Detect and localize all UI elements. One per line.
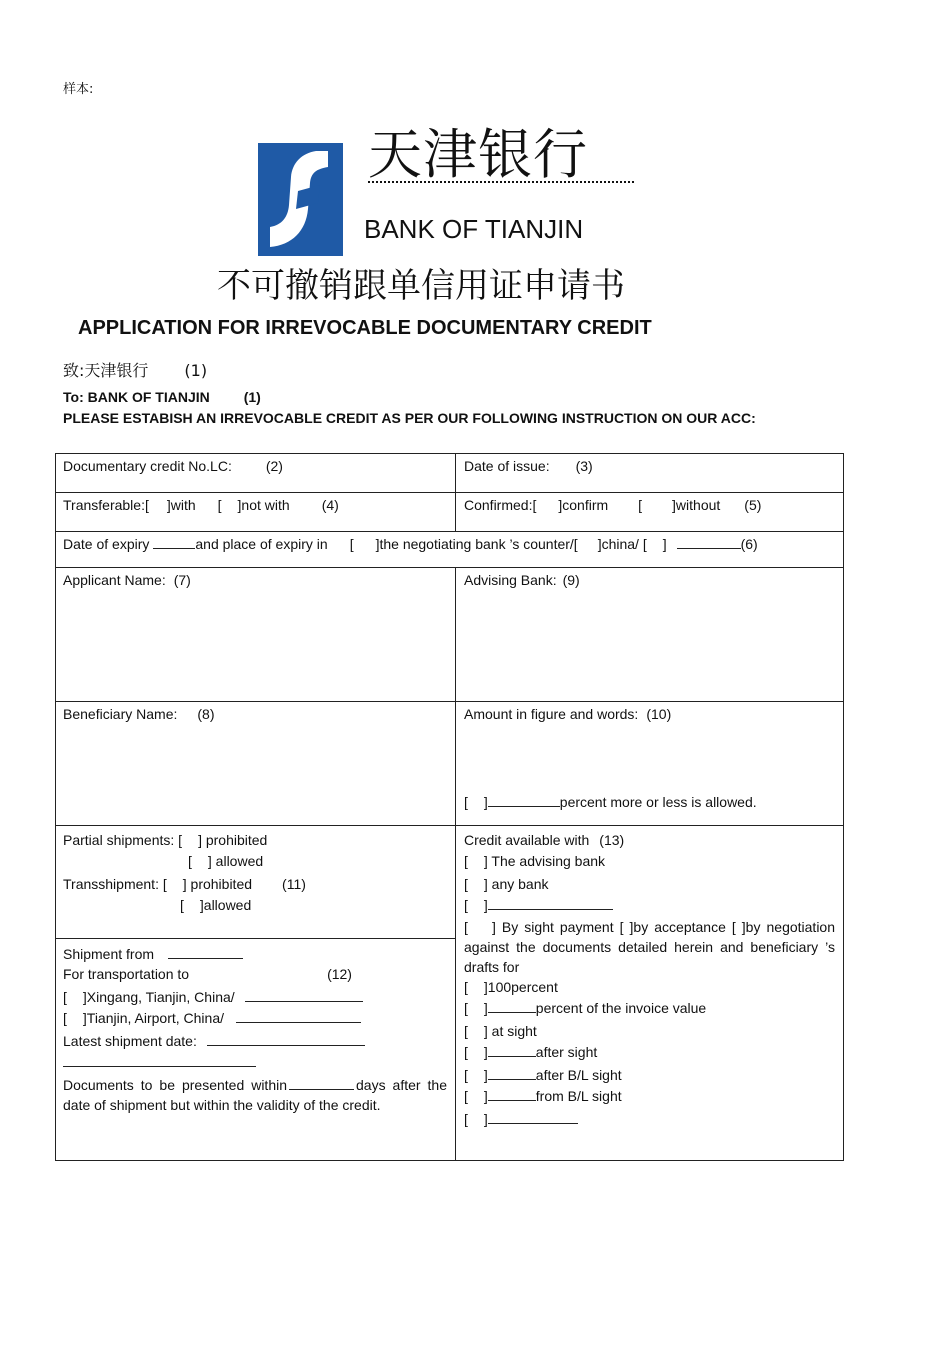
tolerance-line — [464, 792, 757, 812]
transship-num: (11) — [282, 876, 306, 892]
row-divider — [56, 567, 843, 568]
latest-shipment-blank-2[interactable] — [63, 1054, 256, 1067]
draft-percent-option[interactable]: [ ] percent of the invoice value — [464, 1000, 707, 1016]
at-sight-option[interactable]: [ ] at sight — [464, 1023, 537, 1039]
confirmed-num: (5) — [744, 497, 762, 513]
confirmed-without-option[interactable]: ]without — [672, 497, 721, 513]
latest-shipment-label: Latest shipment date: — [63, 1033, 197, 1049]
documents-presented-text — [63, 1075, 447, 1115]
advising-bank-label: Advising Bank: — [464, 572, 557, 588]
transport-to-label: For transportation to — [63, 966, 190, 982]
from-bl-blank[interactable] — [488, 1088, 536, 1101]
partial-shipments-field — [63, 830, 267, 850]
bank-name-underline — [368, 181, 634, 183]
title-en: APPLICATION FOR IRREVOCABLE DOCUMENTARY CREDIT — [78, 317, 652, 339]
expiry-date-blank[interactable] — [153, 536, 195, 549]
transship-allowed-line — [180, 895, 251, 915]
latest-shipment-field — [63, 1031, 365, 1051]
addressee-en-label: To: BANK OF TIANJIN — [63, 389, 210, 405]
credit-any-bank-option[interactable]: [ ] any bank — [464, 876, 549, 892]
latest-shipment-blank[interactable] — [207, 1033, 365, 1046]
transship-prohibited-option[interactable]: ] prohibited — [182, 876, 253, 892]
expiry-other-option[interactable]: ] — [662, 536, 667, 552]
date-issue-label: Date of issue: — [464, 458, 550, 474]
amount-label: Amount in figure and words: — [464, 706, 639, 722]
beneficiary-field[interactable] — [63, 704, 215, 724]
expiry-field — [63, 534, 758, 554]
addressee-en — [63, 389, 261, 405]
after-bl-blank[interactable] — [488, 1067, 536, 1080]
instruction-text: PLEASE ESTABISH AN IRREVOCABLE CREDIT AS PER OUR FOLLOWING INSTRUCTION ON OUR ACC: — [63, 410, 756, 426]
addressee-cn-num: (1) — [184, 361, 208, 380]
payment-method-text[interactable]: [ ] By sight payment [ ]by acceptance [ ]by negotiation against the documents detailed herein and beneficiary ’s drafts for — [464, 919, 836, 975]
row-divider — [56, 492, 843, 493]
transshipment-field — [63, 874, 306, 894]
transship-allowed-bracket: [ — [180, 897, 184, 913]
applicant-label: Applicant Name: — [63, 572, 166, 588]
addressee-cn-label: 致:天津银行 — [63, 361, 149, 380]
tolerance-blank[interactable] — [488, 794, 560, 807]
transferable-not-with-option[interactable]: ]not with — [237, 497, 290, 513]
partial-allowed-line — [188, 851, 263, 871]
xingang-option[interactable]: ]Xingang, Tianjin, China/ — [82, 989, 235, 1005]
application-form — [55, 453, 844, 1161]
beneficiary-num: (8) — [197, 706, 215, 722]
tolerance-checkbox[interactable]: [ — [464, 794, 468, 810]
col-divider — [455, 567, 456, 1161]
amount-num: (10) — [646, 706, 672, 722]
airport-option[interactable]: ]Tianjin, Airport, China/ — [82, 1010, 224, 1026]
draft-percent-blank[interactable] — [488, 1000, 536, 1013]
bank-logo-icon — [258, 143, 343, 256]
expiry-place-label: and place of expiry in — [195, 536, 328, 552]
xingang-line — [63, 987, 363, 1007]
advising-bank-num: (9) — [562, 572, 580, 588]
transship-allowed-option[interactable]: ]allowed — [199, 897, 252, 913]
shipment-num: (12) — [327, 966, 352, 982]
row-divider — [56, 701, 843, 702]
credit-available-label: Credit available with — [464, 832, 590, 848]
partial-prohibited-option[interactable]: ] prohibited — [198, 832, 268, 848]
confirmed-confirm-option[interactable]: ]confirm — [558, 497, 609, 513]
credit-other-blank[interactable] — [488, 897, 613, 910]
expiry-date-label: Date of expiry — [63, 536, 150, 552]
confirmed-label: Confirmed:[ — [464, 497, 537, 513]
after-bl-option[interactable]: [ ] after B/L sight — [464, 1067, 622, 1083]
expiry-num: (6) — [740, 536, 758, 552]
transferable-label: Transferable:[ — [63, 497, 149, 513]
transferable-field — [63, 495, 339, 515]
draft-other-option[interactable]: [ ] — [464, 1109, 578, 1129]
credit-available-field — [464, 830, 624, 850]
bank-name-en: BANK OF TIANJIN — [364, 214, 584, 244]
applicant-num: (7) — [173, 572, 191, 588]
after-sight-option[interactable]: [ ] after sight — [464, 1044, 598, 1060]
airport-blank[interactable] — [236, 1010, 361, 1023]
amount-field[interactable] — [464, 704, 671, 724]
confirmed-bracket: [ — [638, 497, 643, 513]
row-divider — [56, 938, 455, 939]
tolerance-text: percent more or less is allowed. — [559, 794, 757, 810]
from-bl-option[interactable]: [ ] from B/L sight — [464, 1088, 622, 1104]
applicant-field[interactable] — [63, 570, 191, 590]
xingang-blank[interactable] — [245, 989, 363, 1002]
date-issue-field[interactable] — [464, 456, 593, 476]
documents-text-p2: days after the date of shipment but within the validity of the credit. — [63, 1077, 447, 1113]
draft-100-option[interactable]: [ ]100percent — [464, 979, 558, 995]
dc-no-label: Documentary credit No.LC: — [63, 458, 232, 474]
addressee-cn — [63, 358, 207, 381]
shipment-from-blank[interactable] — [168, 946, 243, 959]
transferable-bracket: [ — [217, 497, 222, 513]
title-cn: 不可撤销跟单信用证申请书 — [217, 266, 625, 306]
beneficiary-label: Beneficiary Name: — [63, 706, 178, 722]
after-sight-blank[interactable] — [488, 1044, 536, 1057]
airport-bracket: [ — [63, 1010, 67, 1026]
confirmed-field — [464, 495, 761, 515]
tolerance-bracket-close: ] — [483, 794, 488, 810]
dc-no-num: (2) — [265, 458, 283, 474]
dc-no-field[interactable] — [63, 456, 283, 476]
date-issue-num: (3) — [575, 458, 593, 474]
advising-bank-field[interactable] — [464, 570, 580, 590]
sample-label: 样本: — [63, 82, 94, 97]
partial-allowed-bracket: [ — [188, 853, 192, 869]
xingang-bracket: [ — [63, 989, 67, 1005]
partial-label: Partial shipments: [ — [63, 832, 183, 848]
transship-label: Transshipment: [ — [63, 876, 167, 892]
shipment-from-field — [63, 944, 243, 964]
row-divider — [56, 531, 843, 532]
credit-available-num: (13) — [599, 832, 625, 848]
addressee-en-num: (1) — [243, 389, 261, 405]
bank-name-cn: 天津银行 — [368, 123, 588, 186]
col-divider — [455, 454, 456, 531]
draft-other-blank[interactable] — [488, 1111, 578, 1124]
transferable-num: (4) — [321, 497, 339, 513]
credit-other-option[interactable]: [ ] — [464, 895, 613, 915]
expiry-bracket: [ — [349, 536, 354, 552]
expiry-negotiating-option[interactable]: ]the negotiating bank ’s counter/[ — [375, 536, 578, 552]
documents-text-p1: Documents to be presented within — [63, 1077, 287, 1093]
transferable-with-option[interactable]: ]with — [166, 497, 196, 513]
credit-advising-option[interactable]: [ ] The advising bank — [464, 853, 606, 869]
airport-line — [63, 1008, 361, 1028]
expiry-other-blank[interactable] — [677, 536, 741, 549]
expiry-china-option[interactable]: ]china/ [ — [597, 536, 647, 552]
documents-days-blank[interactable] — [289, 1077, 354, 1090]
transport-to-field — [63, 964, 352, 984]
shipment-from-label: Shipment from — [63, 946, 155, 962]
row-divider — [56, 825, 843, 826]
partial-allowed-option[interactable]: ] allowed — [207, 853, 264, 869]
